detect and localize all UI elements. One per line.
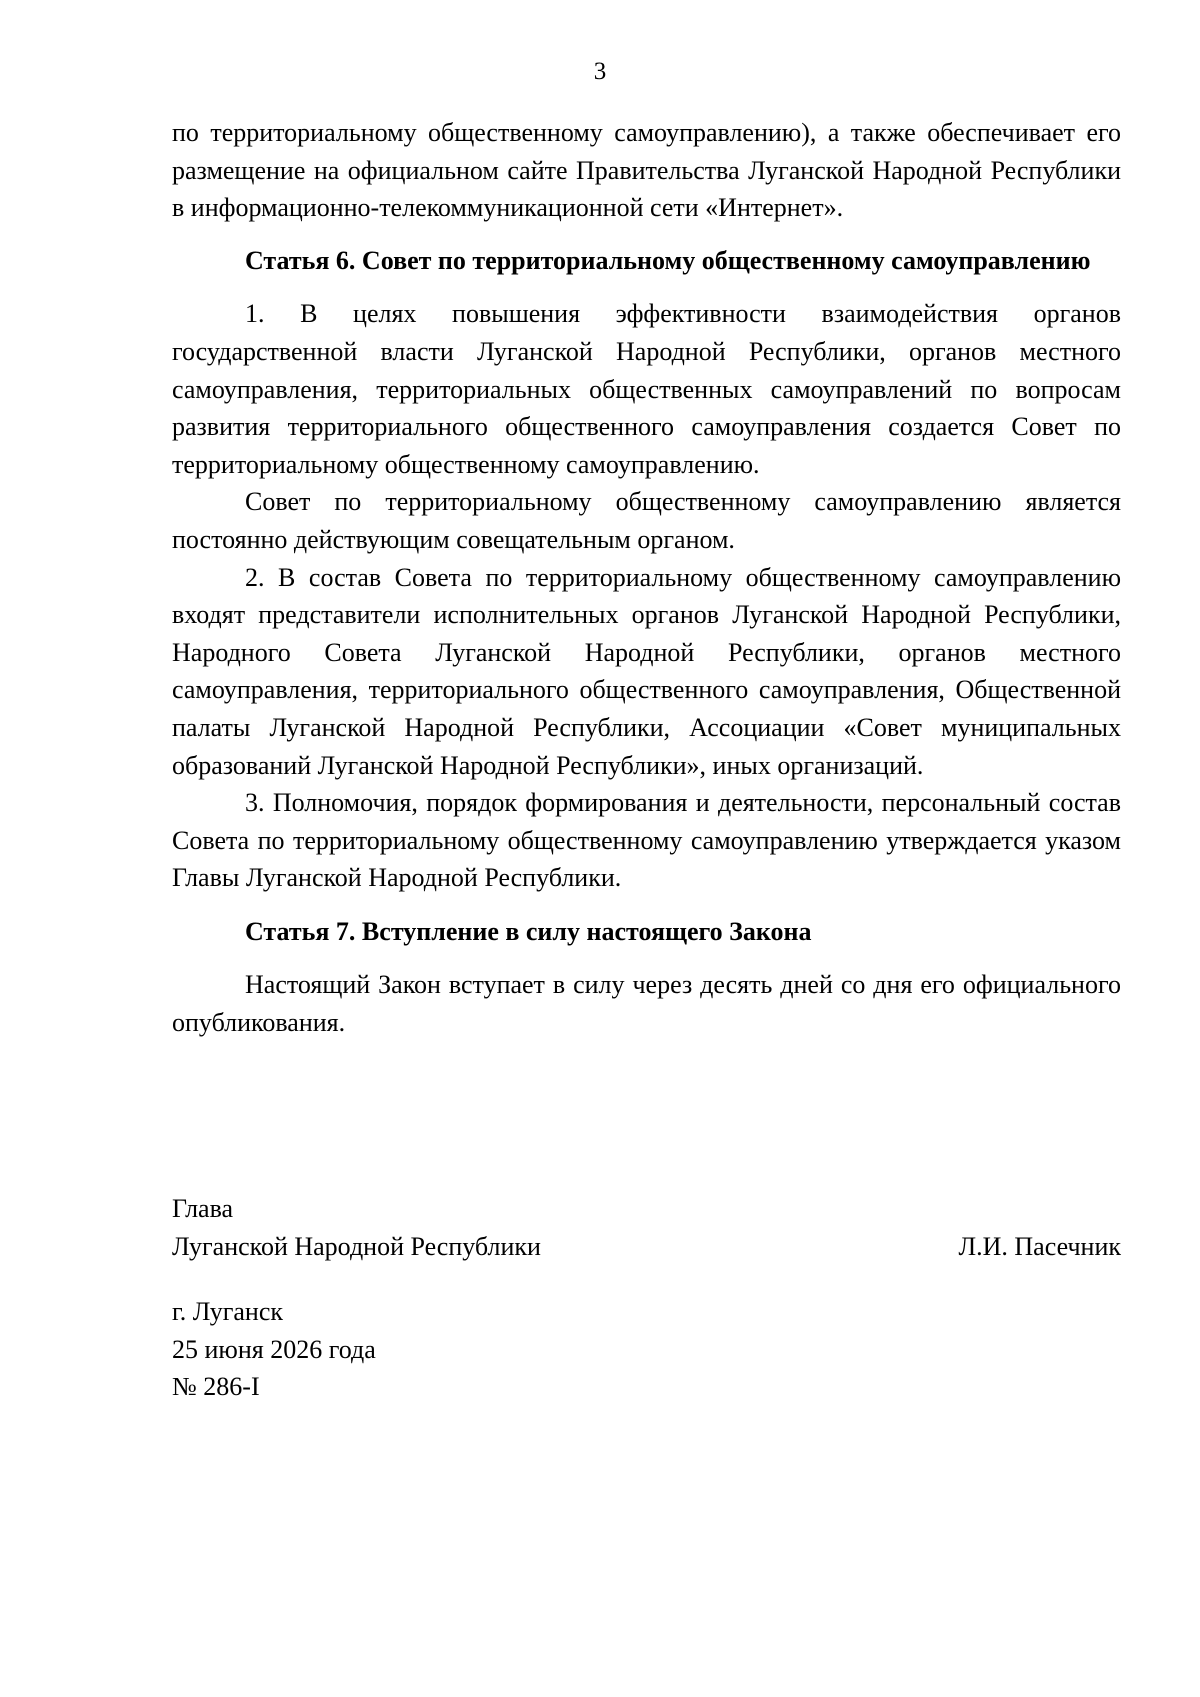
article-6-heading: Статья 6. Совет по территориальному общественному самоуправлению (245, 245, 1091, 275)
article-7-heading: Статья 7. Вступление в силу настоящего Закона (245, 916, 812, 946)
document-body (172, 114, 1121, 1042)
signature-block (172, 1190, 1121, 1265)
signatory-row (172, 1228, 1121, 1266)
continuation-paragraph: по территориальному общественному самоуправлению), а также обеспечивает его размещение на официальном сайте Правительства Луганской Народной Республики в информационно-телекоммуникационной сети «Интернет». (172, 118, 1121, 223)
city: г. Луганск (172, 1297, 284, 1326)
date: 25 июня 2026 года (172, 1334, 376, 1364)
signatory-title-line-1: Глава (172, 1194, 234, 1223)
article-6-paragraph-3: 2. В состав Совета по территориальному общественному самоуправлению входят представители исполнительных органов Луганской Народной Республики, Народного Совета Луганской Народной Республики, органов местного самоуправления, территориального общественного самоуправления, Общественной палаты Луганской Народной Республики, Ассоциации «Совет муниципальных образований Луганской Народной Республики», иных организаций. (172, 562, 1121, 780)
article-6-paragraph-1: 1. В целях повышения эффективности взаимодействия органов государственной власти Луганской Народной Республики, органов местного самоуправления, территориальных общественных самоуправлений по вопросам развития территориального общественного самоуправления создается Совет по территориальному общественному самоуправлению. (172, 299, 1121, 479)
article-6-paragraph-2: Совет по территориальному общественному самоуправлению является постоянно действующим совещательным органом. (172, 487, 1121, 554)
signatory-name: Л.И. Пасечник (958, 1231, 1121, 1261)
signatory-title-line-2: Луганской Народной Республики (172, 1231, 541, 1261)
law-number: № 286-I (172, 1372, 260, 1402)
article-7-paragraph-1: Настоящий Закон вступает в силу через десять дней со дня его официального опубликования. (172, 970, 1121, 1038)
article-6-paragraph-4: 3. Полномочия, порядок формирования и деятельности, персональный состав Совета по территориальному общественному самоуправлению утверждается указом Главы Луганской Народной Республики. (172, 788, 1121, 893)
place-date-block (172, 1293, 376, 1406)
page-number: 3 (593, 58, 607, 85)
